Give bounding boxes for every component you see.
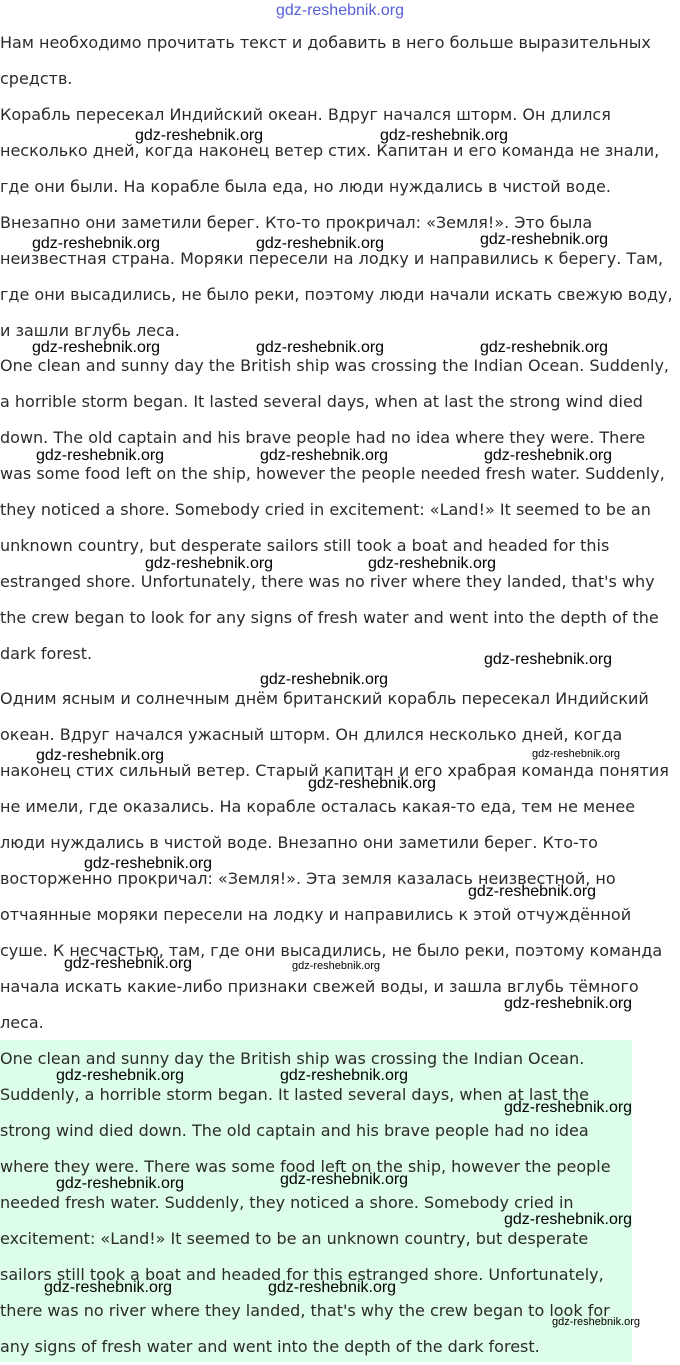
watermark: gdz-reshebnik.org [56,1175,185,1192]
watermark: gdz-reshebnik.org [552,1316,641,1328]
watermark: gdz-reshebnik.org [268,1279,397,1296]
text-line: was some food left on the ship, however the people needed fresh water. Suddenly, [0,464,665,483]
watermark: gdz-reshebnik.org [380,127,509,144]
text-line: the crew began to look for any signs of fresh water and went into the depth of the [0,608,659,627]
text-line: восторженно прокричал: «Земля!». Эта земля казалась неизвестной, но [0,869,616,888]
watermark: gdz-reshebnik.org [260,671,389,688]
watermark: gdz-reshebnik.org [32,235,161,252]
english-answer-paragraph [0,1041,632,1365]
watermark: gdz-reshebnik.org [56,1067,185,1084]
text-line: Нам необходимо прочитать текст и добавить в него больше выразительных [0,33,651,52]
text-line: excitement: «Land!» It seemed to be an unknown country, but desperate [0,1229,589,1248]
watermark: gdz-reshebnik.org [504,995,633,1012]
text-line: Внезапно они заметили берег. Кто-то прокричал: «Земля!». Это была [0,213,593,232]
text-line: не имели, где оказались. На корабле осталась какая-то еда, тем не менее [0,797,636,816]
watermark: gdz-reshebnik.org [468,883,597,900]
text-line: needed fresh water. Suddenly, they noticed a shore. Somebody cried in [0,1193,574,1212]
text-line: начала искать какие-либо признаки свежей воды, и зашла вглубь тёмного [0,977,639,996]
text-line: dark forest. [0,644,93,663]
text-line: One clean and sunny day the British ship was crossing the Indian Ocean. [0,1049,585,1068]
watermark: gdz-reshebnik.org [36,747,165,764]
intro-paragraph [0,25,672,97]
watermark: gdz-reshebnik.org [480,339,609,356]
russian-plain-paragraph-2 [0,205,672,349]
text-line: наконец стих сильный ветер. Старый капитан и его храбрая команда понятия [0,761,669,780]
text-line: суше. К несчастью, там, где они высадились, не было реки, поэтому команда [0,941,663,960]
text-line: a horrible storm began. It lasted several days, when at last the strong wind died [0,392,643,411]
text-line: где они высадились, не было реки, поэтому люди начали искать свежую воду, [0,285,673,304]
text-line: down. The old captain and his brave people had no idea where they were. There [0,428,646,447]
watermark: gdz-reshebnik.org [135,127,264,144]
watermark: gdz-reshebnik.org [484,651,613,668]
watermark: gdz-reshebnik.org [44,1279,173,1296]
english-paragraph [0,348,680,672]
text-line: где они были. На корабле была еда, но люди нуждались в чистой воде. [0,177,611,196]
text-line: средств. [0,69,73,88]
watermark: gdz-reshebnik.org [280,1171,409,1188]
text-line: they noticed a shore. Somebody cried in excitement: «Land!» It seemed to be an [0,500,651,519]
watermark: gdz-reshebnik.org [32,339,161,356]
watermark: gdz-reshebnik.org [256,235,385,252]
watermark: gdz-reshebnik.org [504,1211,633,1228]
text-line: леса. [0,1013,44,1032]
text-line: One clean and sunny day the British ship was crossing the Indian Ocean. Suddenly, [0,356,669,375]
watermark: gdz-reshebnik.org [64,955,193,972]
watermark: gdz-reshebnik.org [145,555,274,572]
text-line: отчаянные моряки пересели на лодку и направились к этой отчуждённой [0,905,632,924]
watermark: gdz-reshebnik.org [532,748,621,760]
watermark: gdz-reshebnik.org [256,339,385,356]
text-line: sailors still took a boat and headed for this estranged shore. Unfortunately, [0,1265,604,1284]
site-link[interactable]: gdz-reshebnik.org [275,2,405,19]
watermark: gdz-reshebnik.org [368,555,497,572]
text-line: any signs of fresh water and went into the depth of the dark forest. [0,1337,540,1356]
watermark: gdz-reshebnik.org [292,960,381,972]
text-line: несколько дней, когда наконец ветер стих. Капитан и его команда не знали, [0,141,660,160]
text-line: estranged shore. Unfortunately, there was no river where they landed, that's why [0,572,655,591]
answer-block [0,1040,632,1362]
watermark: gdz-reshebnik.org [308,775,437,792]
text-line: where they were. There was some food left on the ship, however the people [0,1157,611,1176]
text-line: люди нуждались в чистой воде. Внезапно они заметили берег. Кто-то [0,833,598,852]
watermark: gdz-reshebnik.org [280,1067,409,1084]
text-line: и зашли вглубь леса. [0,321,180,340]
watermark: gdz-reshebnik.org [260,447,389,464]
text-line: Одним ясным и солнечным днём британский корабль пересекал Индийский [0,689,649,708]
watermark: gdz-reshebnik.org [504,1099,633,1116]
watermark: gdz-reshebnik.org [84,855,213,872]
text-line: Корабль пересекал Индийский океан. Вдруг начался шторм. Он длился [0,105,611,124]
text-line: unknown country, but desperate sailors still took a boat and headed for this [0,536,610,555]
text-line: Suddenly, a horrible storm began. It lasted several days, when at last the [0,1085,590,1104]
watermark: gdz-reshebnik.org [480,231,609,248]
watermark: gdz-reshebnik.org [36,447,165,464]
text-line: океан. Вдруг начался ужасный шторм. Он длился несколько дней, когда [0,725,623,744]
text-line: неизвестная страна. Моряки пересели на лодку и направились к берегу. Там, [0,249,664,268]
watermark: gdz-reshebnik.org [484,447,613,464]
russian-plain-paragraph-1 [0,97,672,205]
text-line: there was no river where they landed, that's why the crew began to look for [0,1301,610,1320]
text-line: strong wind died down. The old captain and his brave people had no idea [0,1121,589,1140]
